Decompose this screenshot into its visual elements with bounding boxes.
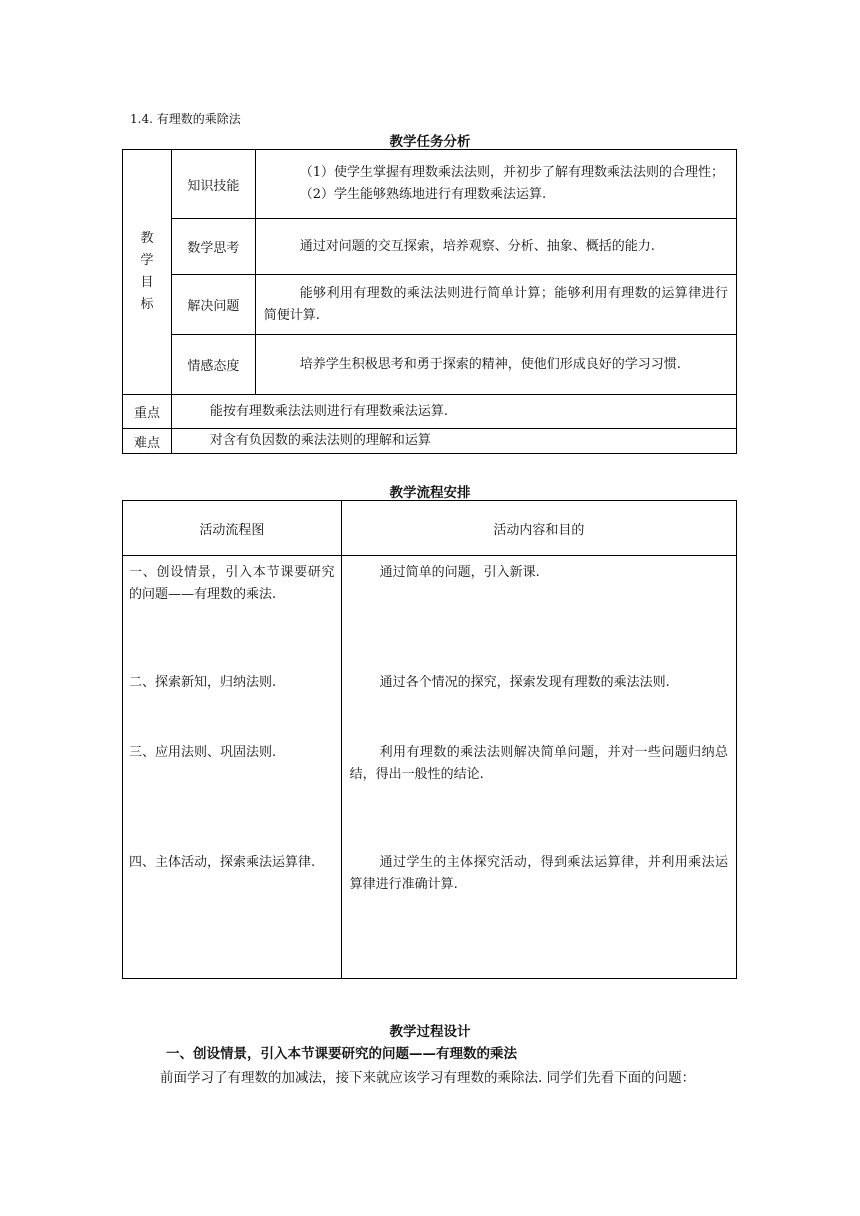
goal-math-thinking-content: 通过对问题的交互探索，培养观察、分析、抽象、概括的能力. bbox=[255, 219, 736, 275]
flow-step-3: 三、应用法则、巩固法则. bbox=[129, 745, 277, 760]
difficulty-text: 对含有负因数的乘法法则的理解和运算 bbox=[171, 429, 736, 454]
flow-content-1: 通过简单的问题，引入新课. bbox=[379, 565, 540, 580]
process-paragraph: 前面学习了有理数的加减法，接下来就应该学习有理数的乘除法. 同学们先看下面的问题： bbox=[160, 1070, 696, 1086]
goal-knowledge-content: （1）使学生掌握有理数乘法法则，并初步了解有理数乘法法则的合理性； （2）学生能够熟练地进行有理数乘法运算. bbox=[255, 150, 736, 219]
flow-content-3: 利用有理数的乘法法则解决简单问题，并对一些问题归纳总结，得出一般性的结论. bbox=[349, 745, 728, 782]
flow-step-1: 一、创设情景，引入本节课要研究的问题——有理数的乘法. bbox=[129, 565, 335, 602]
category-knowledge: 知识技能 bbox=[171, 150, 255, 219]
flow-step-4: 四、主体活动，探索乘法运算律. bbox=[129, 855, 316, 870]
flow-content-2: 通过各个情况的探究，探索发现有理数的乘法法则. bbox=[379, 675, 670, 690]
flow-content-4: 通过学生的主体探究活动，得到乘法运算律，并利用乘法运算律进行准确计算. bbox=[349, 855, 728, 892]
flow-content-cell bbox=[341, 556, 736, 979]
flow-step-2: 二、探索新知，归纳法则. bbox=[129, 675, 277, 690]
process-subtitle: 一、创设情景，引入本节课要研究的问题——有理数的乘法 bbox=[166, 1046, 517, 1062]
goal-attitude-content: 培养学生积极思考和勇于探索的精神，使他们形成良好的学习习惯. bbox=[255, 335, 736, 395]
flow-col-header-steps: 活动流程图 bbox=[123, 501, 342, 556]
flow-arrangement-title: 教学流程安排 bbox=[389, 485, 471, 501]
key-point-text: 能按有理数乘法法则进行有理数乘法运算. bbox=[171, 395, 736, 429]
flow-arrangement-table bbox=[122, 500, 737, 979]
flow-steps-cell bbox=[123, 556, 342, 979]
difficulty-label: 难点 bbox=[123, 429, 172, 454]
goal-problem-solving-content: 能够利用有理数的乘法法则进行简单计算；能够利用有理数的运算律进行简便计算. bbox=[255, 275, 736, 335]
section-heading: 1.4. 有理数的乘除法 bbox=[130, 112, 241, 126]
key-point-label: 重点 bbox=[123, 395, 172, 429]
task-analysis-title: 教学任务分析 bbox=[389, 134, 471, 150]
flow-col-header-content: 活动内容和目的 bbox=[341, 501, 736, 556]
teaching-goal-label: 教 学 目 标 bbox=[123, 150, 172, 395]
process-design-title: 教学过程设计 bbox=[389, 1024, 471, 1040]
category-problem-solving: 解决问题 bbox=[171, 275, 255, 335]
category-math-thinking: 数学思考 bbox=[171, 219, 255, 275]
category-attitude: 情感态度 bbox=[171, 335, 255, 395]
task-analysis-table bbox=[122, 149, 737, 454]
